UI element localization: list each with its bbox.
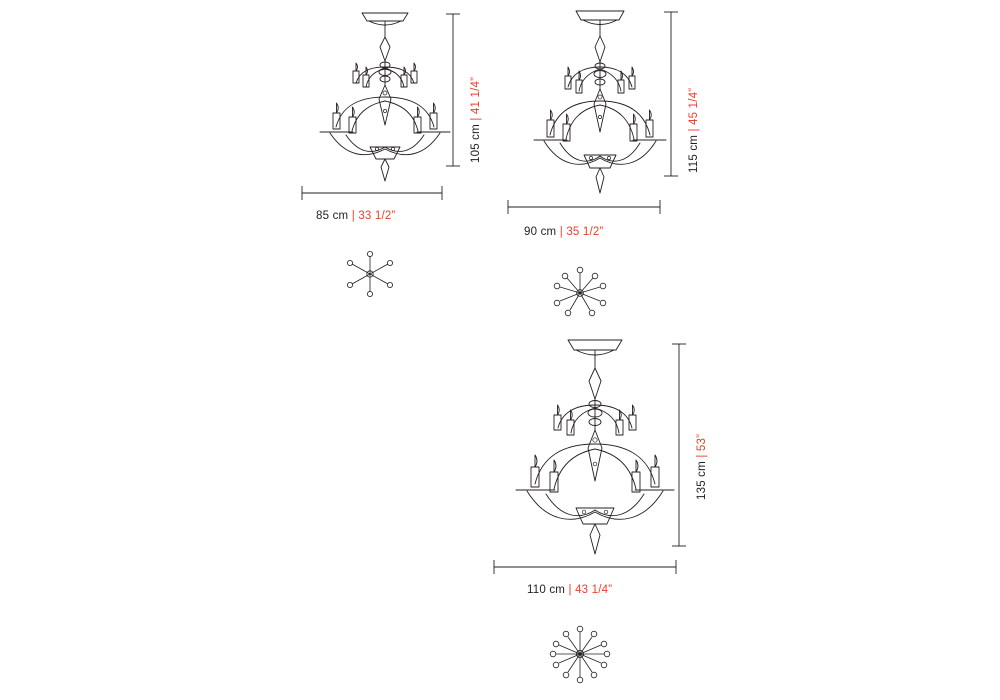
small-height-imperial: 41 1/4” — [470, 76, 482, 115]
large-width-label — [527, 584, 612, 596]
small-top-view — [336, 248, 404, 300]
large-width-metric: 110 cm — [527, 584, 566, 596]
small-height-dimension-line — [442, 10, 464, 180]
large-height-metric: 135 cm — [696, 461, 708, 500]
large-top-view — [540, 620, 620, 696]
large-height-dimension-line — [668, 340, 690, 560]
large-width-dimension-line — [490, 556, 680, 576]
small-height-metric: 105 cm — [470, 124, 482, 163]
medium-width-metric: 90 cm — [524, 226, 557, 238]
medium-height-label — [688, 88, 700, 173]
large-width-separator: | — [568, 584, 572, 596]
medium-width-dimension-line — [504, 196, 664, 216]
large-height-separator: | — [696, 454, 708, 458]
small-width-imperial: 33 1/2” — [358, 210, 396, 222]
small-width-separator: | — [351, 210, 355, 222]
small-width-metric: 85 cm — [316, 210, 349, 222]
small-width-label — [316, 210, 396, 222]
large-width-imperial: 43 1/4” — [575, 584, 613, 596]
small-width-dimension-line — [298, 182, 446, 202]
medium-height-imperial: 45 1/4” — [688, 87, 700, 125]
small-height-separator: | — [470, 117, 482, 121]
large-height-label — [696, 434, 708, 500]
medium-height-separator: | — [688, 128, 700, 132]
medium-width-imperial: 35 1/2” — [566, 226, 604, 238]
large-height-imperial: 53” — [696, 433, 708, 452]
medium-width-separator: | — [559, 226, 563, 238]
medium-top-view — [544, 262, 616, 324]
small-height-label — [470, 77, 482, 163]
medium-height-metric: 115 cm — [688, 134, 700, 173]
medium-width-label — [524, 226, 604, 238]
medium-height-dimension-line — [660, 8, 682, 190]
